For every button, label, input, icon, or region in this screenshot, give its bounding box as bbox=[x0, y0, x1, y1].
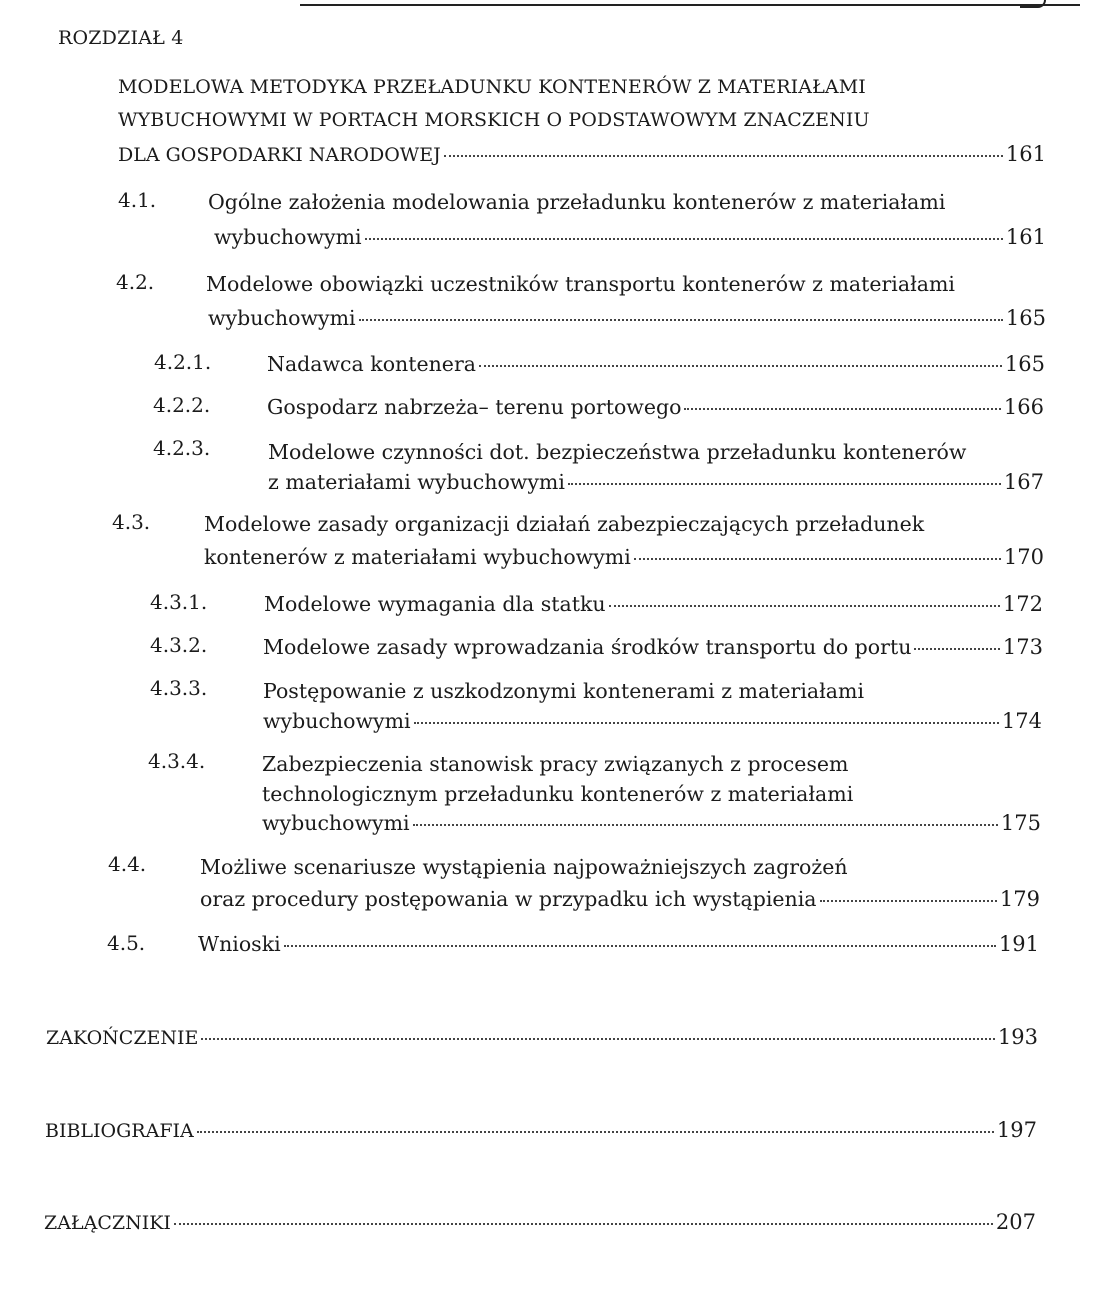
leader-dots bbox=[609, 605, 1000, 607]
entry-title-line: wybuchowymi bbox=[263, 709, 411, 733]
toc-entry-row bbox=[204, 545, 1044, 569]
leader-dots bbox=[197, 1131, 994, 1133]
page-number: 161 bbox=[1005, 142, 1046, 166]
chapter-title-row-3 bbox=[118, 142, 1046, 166]
entry-title-line: technologicznym przeładunku kontenerów z materiałami bbox=[262, 782, 854, 806]
back-matter-row bbox=[44, 1210, 1036, 1234]
page-number: 174 bbox=[1001, 709, 1042, 733]
entry-number: 4.3.4. bbox=[148, 749, 206, 773]
entry-title-line: wybuchowymi bbox=[262, 811, 410, 835]
entry-title-line: Postępowanie z uszkodzonymi kontenerami z materiałami bbox=[263, 679, 864, 703]
back-matter-row bbox=[46, 1025, 1038, 1049]
entry-title-line: Wnioski bbox=[198, 932, 281, 956]
leader-dots bbox=[914, 648, 1000, 650]
leader-dots bbox=[444, 155, 1003, 157]
back-matter-title: ZAKOŃCZENIE bbox=[46, 1027, 199, 1049]
entry-title-line: Modelowe zasady wprowadzania środków transportu do portu bbox=[263, 635, 912, 659]
chapter-title-line-1: MODELOWA METODYKA PRZEŁADUNKU KONTENERÓW Z MATERIAŁAMI bbox=[118, 76, 866, 98]
toc-entry-row bbox=[208, 306, 1046, 330]
page-number: 193 bbox=[997, 1025, 1038, 1049]
page-number: 165 bbox=[1004, 352, 1045, 376]
back-matter-title: ZAŁĄCZNIKI bbox=[44, 1212, 171, 1234]
page-number: 197 bbox=[996, 1118, 1037, 1142]
entry-number: 4.2.2. bbox=[153, 393, 211, 417]
entry-number: 4.2.1. bbox=[154, 350, 212, 374]
entry-title-line: wybuchowymi bbox=[214, 225, 362, 249]
chapter-heading: ROZDZIAŁ 4 bbox=[58, 27, 184, 49]
entry-number: 4.2.3. bbox=[153, 436, 211, 460]
entry-title-line: Możliwe scenariusze wystąpienia najpoważniejszych zagrożeń bbox=[200, 855, 848, 879]
entry-title-line: Modelowe czynności dot. bezpieczeństwa przeładunku kontenerów bbox=[268, 440, 967, 464]
top-rule bbox=[300, 4, 1080, 6]
entry-number: 4.3.3. bbox=[150, 676, 208, 700]
entry-number: 4.3.2. bbox=[150, 633, 208, 657]
leader-dots bbox=[568, 483, 1001, 485]
toc-entry-row bbox=[200, 887, 1040, 911]
toc-entry-row bbox=[267, 352, 1045, 376]
entry-title-line: Gospodarz nabrzeża– terenu portowego bbox=[267, 395, 682, 419]
entry-title-line: Modelowe zasady organizacji działań zabezpieczających przeładunek bbox=[204, 512, 925, 536]
toc-entry-row bbox=[267, 395, 1044, 419]
page-number: 207 bbox=[995, 1210, 1036, 1234]
leader-dots bbox=[284, 945, 996, 947]
entry-title-line: Nadawca kontenera bbox=[267, 352, 476, 376]
page-number: 165 bbox=[1005, 306, 1046, 330]
entry-number: 4.1. bbox=[118, 188, 157, 212]
page-number: 172 bbox=[1002, 592, 1043, 616]
toc-entry-row bbox=[263, 635, 1043, 659]
entry-title-line: Modelowe wymagania dla statku bbox=[264, 592, 606, 616]
entry-title-line: wybuchowymi bbox=[208, 306, 356, 330]
toc-entry-row bbox=[198, 932, 1039, 956]
entry-title-line: oraz procedury postępowania w przypadku ich wystąpienia bbox=[200, 887, 817, 911]
page-number: 161 bbox=[1005, 225, 1046, 249]
toc-entry-row bbox=[263, 709, 1042, 733]
toc-entry-row bbox=[268, 470, 1044, 494]
entry-title-line: z materiałami wybuchowymi bbox=[268, 470, 565, 494]
page-number: 167 bbox=[1003, 470, 1044, 494]
entry-number: 4.5. bbox=[107, 931, 146, 955]
entry-title-line: Zabezpieczenia stanowisk pracy związanych z procesem bbox=[262, 752, 849, 776]
leader-dots bbox=[820, 900, 997, 902]
leader-dots bbox=[684, 408, 1000, 410]
corner-mark bbox=[1020, 0, 1046, 8]
entry-title-line: Ogólne założenia modelowania przeładunku kontenerów z materiałami bbox=[208, 190, 946, 214]
toc-entry-row bbox=[264, 592, 1043, 616]
page-number: 173 bbox=[1002, 635, 1043, 659]
page-number: 170 bbox=[1003, 545, 1044, 569]
leader-dots bbox=[413, 824, 998, 826]
page-number: 179 bbox=[999, 887, 1040, 911]
entry-number: 4.3.1. bbox=[150, 590, 208, 614]
leader-dots bbox=[479, 365, 1002, 367]
entry-title-line: kontenerów z materiałami wybuchowymi bbox=[204, 545, 631, 569]
leader-dots bbox=[201, 1038, 994, 1040]
leader-dots bbox=[174, 1223, 993, 1225]
back-matter-row bbox=[45, 1118, 1037, 1142]
entry-number: 4.2. bbox=[116, 270, 155, 294]
back-matter-title: BIBLIOGRAFIA bbox=[45, 1120, 194, 1142]
entry-number: 4.3. bbox=[112, 510, 151, 534]
entry-number: 4.4. bbox=[108, 852, 147, 876]
chapter-title-line-2: WYBUCHOWYMI W PORTACH MORSKICH O PODSTAWOWYM ZNACZENIU bbox=[118, 109, 870, 131]
entry-title-line: Modelowe obowiązki uczestników transportu kontenerów z materiałami bbox=[206, 272, 955, 296]
toc-entry-row bbox=[262, 811, 1041, 835]
leader-dots bbox=[414, 722, 999, 724]
leader-dots bbox=[365, 238, 1003, 240]
leader-dots bbox=[359, 319, 1003, 321]
page-number: 175 bbox=[1000, 811, 1041, 835]
page-number: 166 bbox=[1003, 395, 1044, 419]
toc-entry-row bbox=[214, 225, 1046, 249]
chapter-title-line-3: DLA GOSPODARKI NARODOWEJ bbox=[118, 144, 441, 166]
leader-dots bbox=[634, 558, 1001, 560]
page-number: 191 bbox=[998, 932, 1039, 956]
